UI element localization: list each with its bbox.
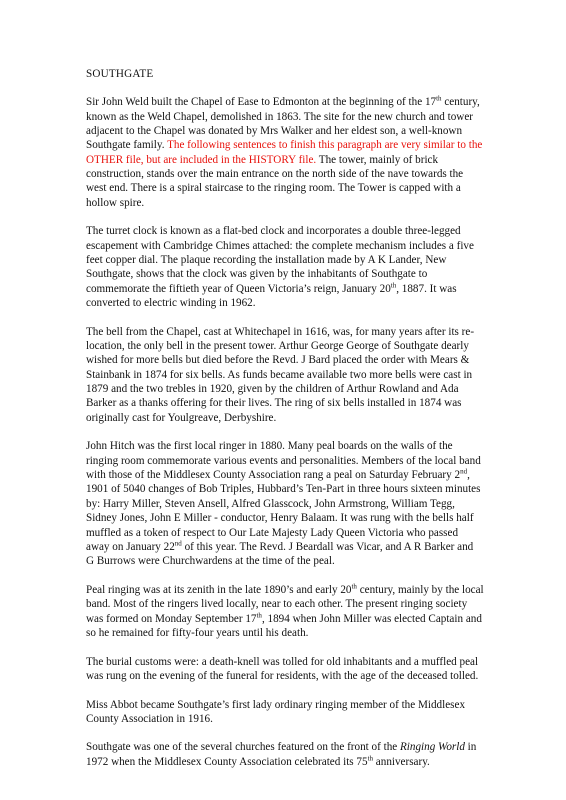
paragraph-text: Miss Abbot became Southgate’s first lady ordinary ringing member of the Middlesex County Association in 1916. [86, 698, 466, 725]
superscript: nd [174, 539, 182, 548]
superscript: th [367, 754, 374, 763]
paragraph-text: , 1894 when John Miller was elected Captain and so he remained for fifty-four years until his death. [86, 612, 482, 639]
paragraph-text: , 1901 of 5040 changes of Bob Triples, Hubbard’s Ten-Part in three hours sixteen minutes by: Harry Miller, Steven Ansell, Alfred Glasscock, John Armstrong, William Tegg, Sidney Jones, John E Miller - conductor, Henry Balaam. It was rung with the bells half muffled as a token of respect to Our Late Majesty Lady Queen Victoria who passed away on January 22 [86, 469, 481, 553]
document-title: SOUTHGATE [86, 68, 154, 80]
superscript: th [390, 281, 397, 290]
paragraph-burial-customs [86, 655, 484, 684]
red-note-text: The following sentences to finish this paragraph are very similar to the OTHER file, but are included in the HISTORY file. [86, 139, 483, 166]
paragraph-text: John Hitch was the first local ringer in 1880. Many peal boards on the walls of the ringing room commemorate various events and personalities. Members of the local band with those of the Middlesex County Association rang a peal on Saturday February 2 [86, 440, 481, 482]
paragraph-clock [86, 224, 484, 310]
paragraph-text: of this year. The Revd. J Beardall was Vicar, and A R Barker and G Burrows were Churchwardens at the time of the peal. [86, 540, 474, 568]
superscript: th [436, 94, 442, 103]
paragraph-history [86, 95, 484, 210]
paragraph-text: century, known as the Weld Chapel, demolished in 1863. The site for the new church and tower adjacent to the Chapel was donated by Mrs Walker and her eldest son, a well-known Southgate family. [86, 96, 480, 152]
paragraph-text: The turret clock is known as a flat-bed clock and incorporates a double three-legged escapement with Cambridge Chimes attached: the complete mechanism includes a five feet copper dial. The plaque recording the installation made by A K Lander, New Southgate, shows that the clock was given by the inhabitants of Southgate to commemorate the fiftieth year of Queen Victoria’s reign, January 20 [86, 225, 474, 295]
superscript: nd [460, 467, 468, 476]
paragraph-ringing-world [86, 740, 484, 769]
paragraph-text: Sir John Weld built the Chapel of Ease to Edmonton at the beginning of the 17 [86, 96, 437, 109]
paragraph-text: century, mainly by the local band. Most of the ringers lived locally, near to each other. The present ringing society was formed on Monday September 17 [86, 583, 484, 625]
paragraph-text: The bell from the Chapel, cast at Whitechapel in 1616, was, for many years after its re-location, the only bell in the present tower. Arthur George George of Southgate dearly wished for more bells but died before the Revd. J Bard placed the order with Mears & Stainbank in 1874 for six bells. As funds became available two more bells were cast in 1879 and the two trebles in 1920, given by the children of Arthur Rowland and Ada Barker as a thanks offering for their lives. The ring of six bells installed in 1874 was originally cast for Youlgreave, Derbyshire. [86, 325, 475, 424]
paragraph-peal-ringing [86, 583, 484, 640]
paragraph-text: The tower, mainly of brick construction, stands over the main entrance on the north side of the nave towards the west end. There is a spiral staircase to the ringing room. The Tower is capped with a hollow spire. [86, 153, 464, 209]
paragraph-ringers [86, 439, 484, 568]
superscript: th [351, 582, 357, 591]
paragraph-bells [86, 325, 484, 425]
paragraph-text: Southgate was one of the several churches featured on the front of the [86, 741, 400, 754]
publication-title: Ringing World [400, 741, 465, 754]
paragraph-text: The burial customs were: a death-knell was tolled for old inhabitants and a muffled peal was rung on the evening of the funeral for residents, with the age of the deceased tolled. [86, 655, 479, 682]
paragraph-text: Peal ringing was at its zenith in the late 1890’s and early 20 [86, 583, 352, 596]
paragraph-text: in 1972 when the Middlesex County Association celebrated its 75 [86, 741, 477, 768]
document-page [86, 67, 484, 783]
superscript: th [256, 610, 262, 619]
paragraph-lady-ringer [86, 698, 484, 727]
paragraph-text: , 1887. It was converted to electric winding in 1962. [86, 282, 457, 310]
paragraph-text: anniversary. [373, 755, 430, 768]
